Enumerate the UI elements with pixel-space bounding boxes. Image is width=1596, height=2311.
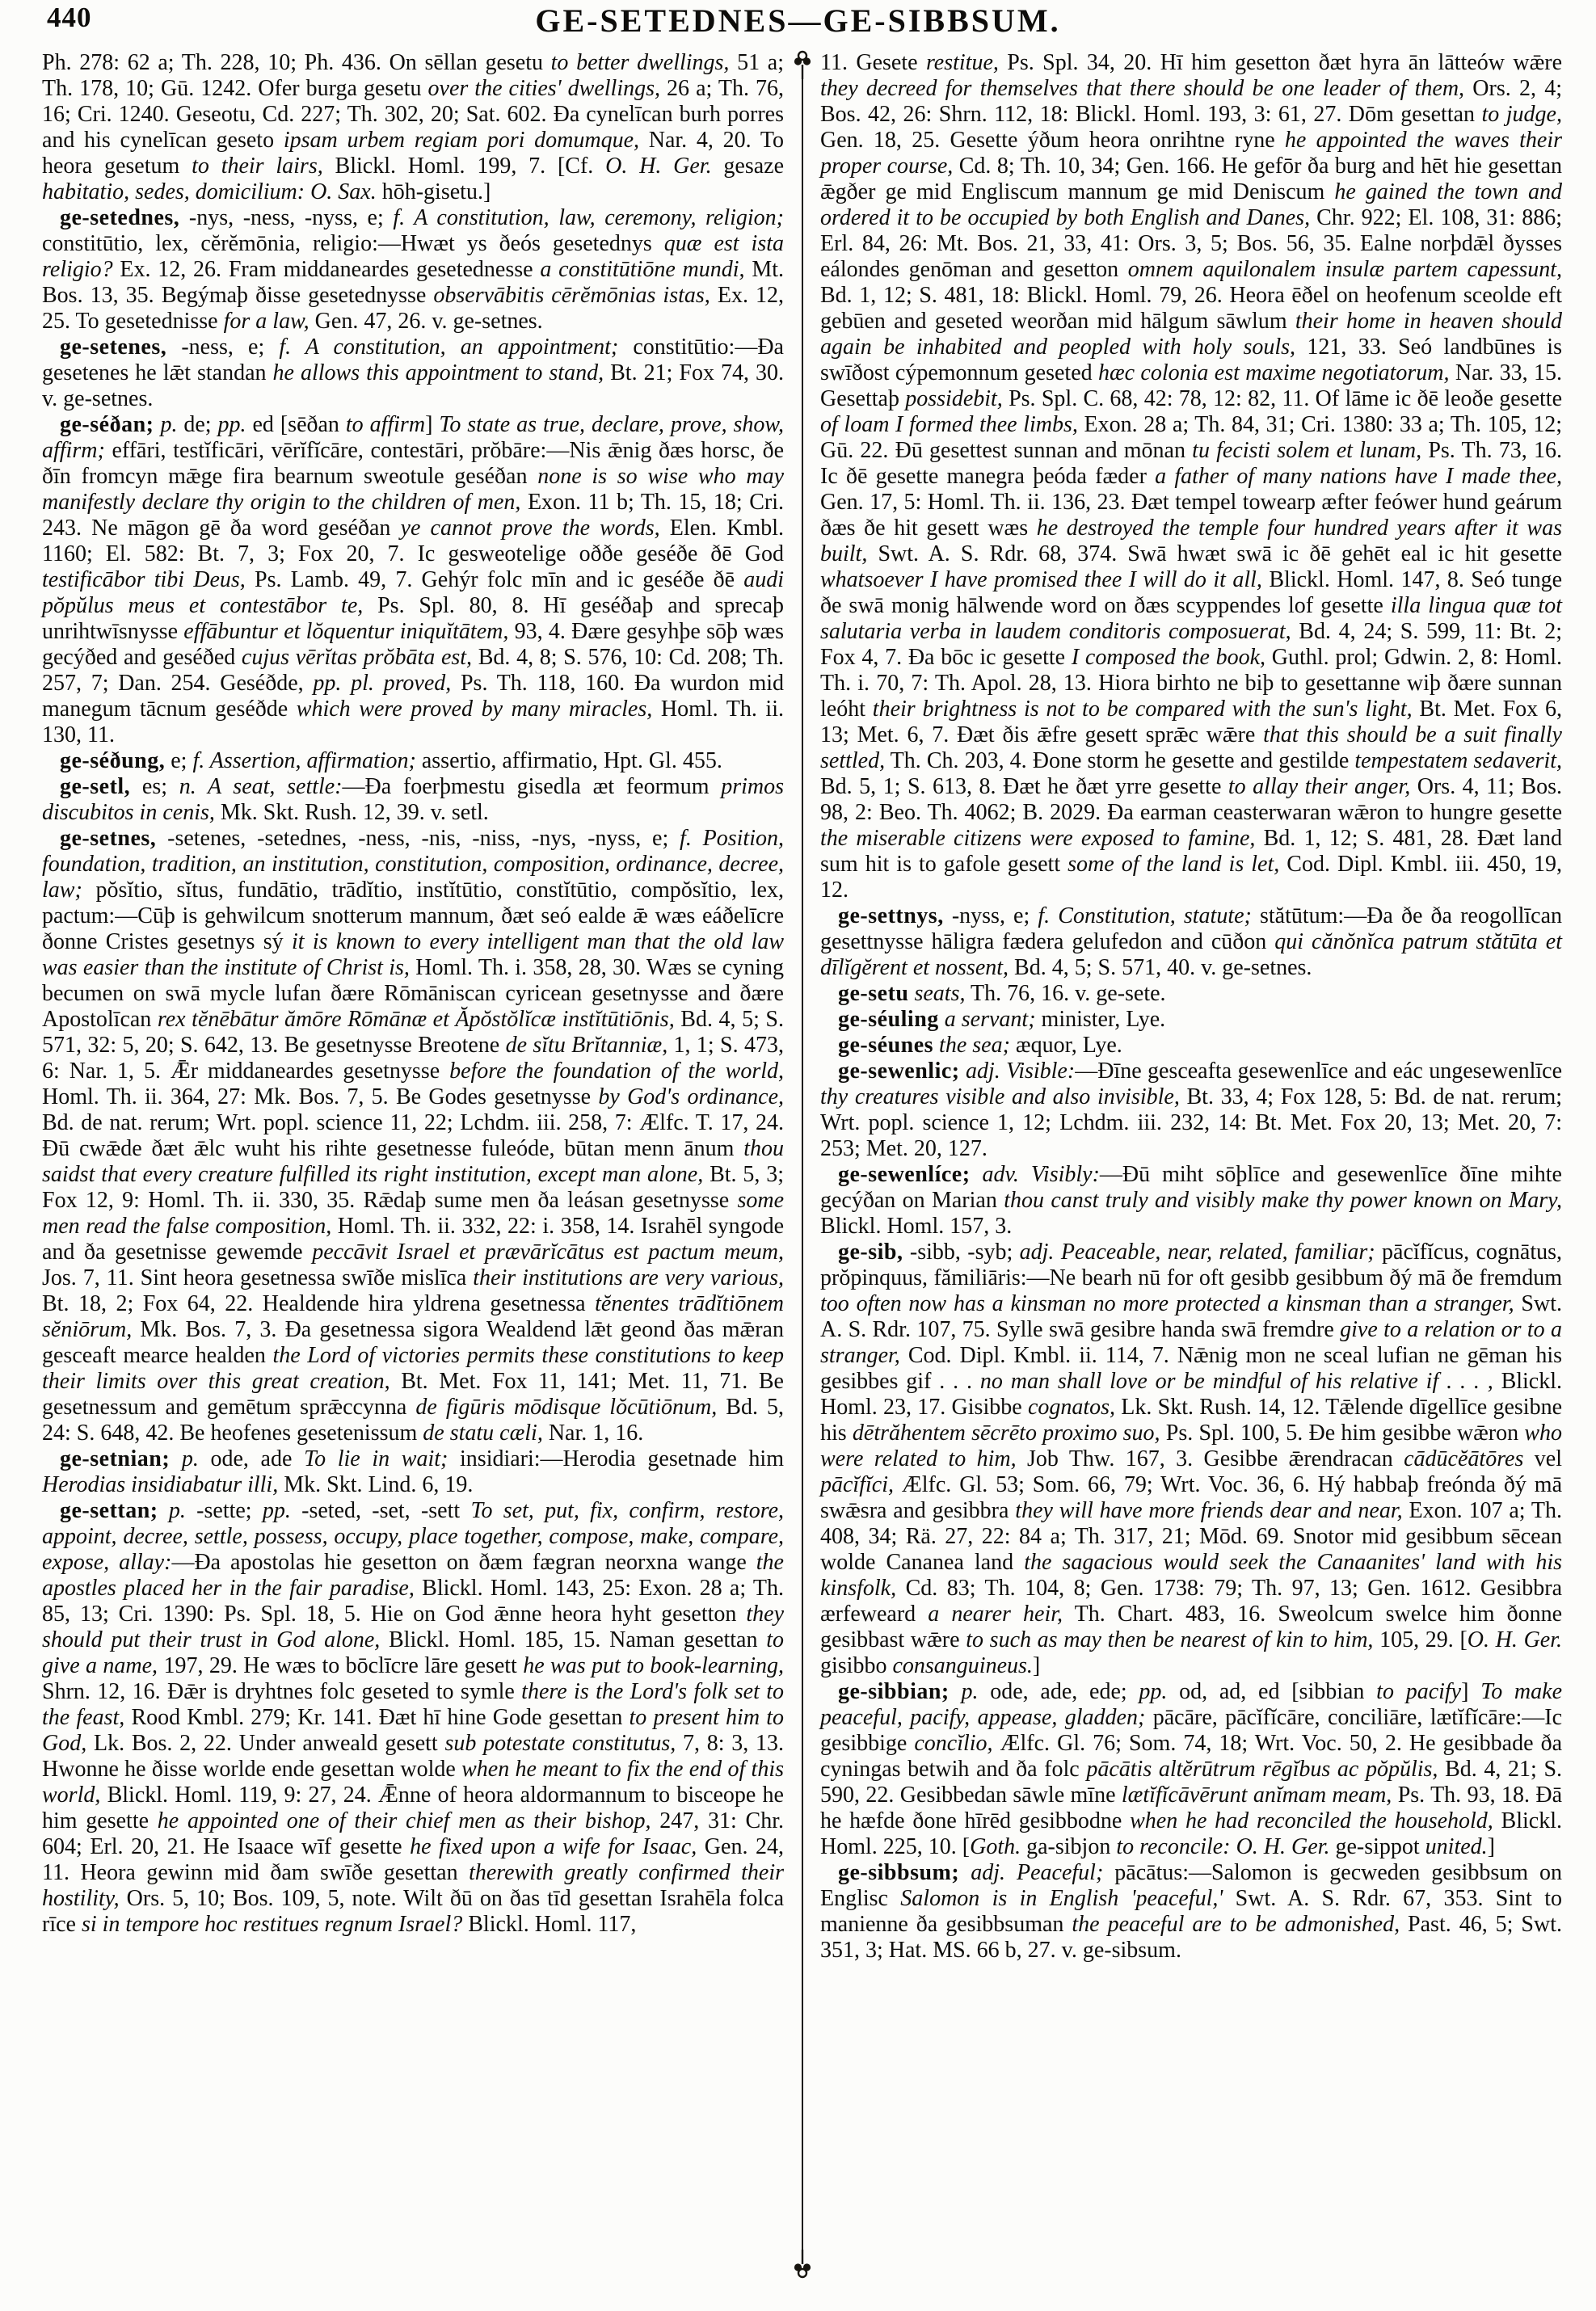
entry-text: adv. Visibly:—Ðū miht sōþlīce and gesewenlīce ðīne mihte gecýðan on Marian thou canst truly and visibly make thy power known on Mary, Blickl. Homl. 157, 3. <box>820 1162 1562 1239</box>
dictionary-entry <box>820 1679 1562 1860</box>
dictionary-entry <box>42 748 784 774</box>
dictionary-entry <box>42 1446 784 1498</box>
dictionary-entry <box>820 1240 1562 1679</box>
entry-text: e; f. Assertion, affirmation; assertio, affirmatio, Hpt. Gl. 455. <box>165 748 722 773</box>
dictionary-entry <box>820 1033 1562 1059</box>
entry-text: -sibb, -syb; adj. Peaceable, near, related, familiar; pācĭfĭcus, cognātus, prŏpinquus, fămiliāris:—Ne bearh nū for oft gesibb gesibbum ðý mā ðe fremdum too often now has a kinsman no more protected a kinsman than a stranger, Swt. A. S. Rdr. 107, 75. Sylle swā gesibre handa swā fremdre give to a relation or to a stranger, Cod. Dipl. Kmbl. ii. 114, 7. Nǣnig mon ne sceal lufian ne gēman his gesibbes gif . . . no man shall love or be mindful of his relative if . . . , Blickl. Homl. 23, 17. Gisibbe cognatos, Lk. Skt. Rush. 14, 12. Tǣlende dīgellīce gesibne his dētrăhentem sēcrēto proximo suo, Ps. Spl. 100, 5. Ðe him gesibbe wǣron who were related to him, Job Thw. 167, 3. Gesibbe ǣrendracan cādūcĕātōres vel pācĭfĭci, Ælfc. Gl. 53; Som. 66, 79; Wrt. Voc. 36, 6. Hý habbaþ freónda ðý mā swǣsra and gesibbra they will have more friends dear and near, Exon. 107 a; Th. 408, 34; Rä. 27, 22: 84 a; Th. 317, 21; Mōd. 69. Snotor mid gesibbum sēcean wolde Cananea land the sagacious would seek the Canaanites' land with his kinsfolk, Cd. 83; Th. 104, 8; Gen. 1738: 79; Th. 97, 13; Gen. 1612. Gesibbra ærfeweard a nearer heir, Th. Chart. 483, 16. Sweolcum swelce him ðonne gesibbast wǣre to such as may then be nearest of kin to him, 105, 29. [O. H. Ger. gisibbo consanguineus.] <box>820 1240 1563 1678</box>
entry-headword: ge-séuling <box>838 1007 939 1032</box>
entry-text: -ness, e; f. A constitution, an appointment; constitūtio:—Ða gesetenes he lǣt standan he allows this appointment to stand, Bt. 21; Fox 74, 30. v. ge-setnes. <box>42 335 784 411</box>
dictionary-entry <box>42 774 784 826</box>
dictionary-entry <box>820 1860 1562 1964</box>
entry-headword: ge-sib, <box>838 1240 903 1265</box>
dictionary-entry <box>42 1498 784 1938</box>
dictionary-entry <box>820 1059 1562 1162</box>
entry-headword: ge-setnes, <box>60 826 157 851</box>
page-header <box>0 0 1596 47</box>
trefoil-ornament-bottom-icon <box>792 2250 813 2279</box>
entry-text: seats, Th. 76, 16. v. ge-sete. <box>914 981 1166 1006</box>
dictionary-entry <box>42 205 784 335</box>
entry-headword: ge-setednes, <box>60 205 180 230</box>
entry-headword: ge-setnian; <box>60 1446 171 1471</box>
entry-headword: ge-sibbian; <box>838 1679 950 1704</box>
dictionary-entry <box>42 335 784 412</box>
right-column <box>820 50 1562 2279</box>
entry-headword: ge-setu <box>838 981 909 1006</box>
trefoil-ornament-top-icon <box>792 50 813 79</box>
entry-continuation <box>820 50 1562 903</box>
entry-text: the sea; æquor, Lye. <box>939 1033 1122 1058</box>
dictionary-entry <box>820 903 1562 981</box>
entry-text: 11. Gesete restitue, Ps. Spl. 34, 20. Hī him gesetton ðæt hyra ān lātteów wǣre they decreed for themselves that there should be one leader of them, Ors. 2, 4; Bos. 42, 26: Shrn. 112, 18: Blickl. Homl. 193, 3: 61, 27. Dōm gesettan to judge, Gen. 18, 25. Gesette ýðum heora onrihtne ryne he appointed the waves their proper course, Cd. 8; Th. 10, 34; Gen. 166. He gefōr ða burg and hēt hie gesettan ǣgðer ge mid Engliscum mannum ge mid Deniscum he gained the town and ordered it to be occupied by both English and Danes, Chr. 922; El. 108, 31: 886; Erl. 84, 26: Mt. Bos. 21, 33, 41: Ors. 3, 5; Bos. 56, 35. Ealne norþdǣl ðysses eálondes genōman and gesetton omnem aquilonalem insulæ partem capessunt, Bd. 1, 12; S. 481, 18: Blickl. Homl. 79, 26. Heora ēðel on heofenum sceolde eft gebūen and geseted weorðan mid hālgum sāwlum their home in heaven should again be inhabited and peopled with holy souls, 121, 33. Seó landbūnes is swīðost cýpemonnum geseted hæc colonia est maxime negotiatorum, Nar. 33, 15. Gesettaþ possidebit, Ps. Spl. C. 68, 42: 78, 12: 82, 11. Of lāme ic ðē leoðe gesette of loam I formed thee limbs, Exon. 28 a; Th. 84, 31; Cri. 1380: 33 a; Th. 105, 12; Gū. 22. Ðū gesettest sunnan and mōnan tu fecisti solem et lunam, Ps. Th. 73, 16. Ic ðē gesette manegra þeóda fæder a father of many nations have I made thee, Gen. 17, 5: Homl. Th. ii. 136, 23. Ðæt tempel towearp æfter feówer hund geárum ðæs ðe hit gesett wæs he destroyed the temple four hundred years after it was built, Swt. A. S. Rdr. 68, 374. Swā hwæt swā ic ðē gehēt eal ic hit gesette whatsoever I have promised thee I will do it all, Blickl. Homl. 147, 8. Seó tunge ðe swā monig hālwende word on ðæs scyppendes lof gesette illa lingua quæ tot salutaria verba in laudem conditoris composuerat, Bd. 4, 24; S. 599, 11: Bt. 2; Fox 4, 7. Ða bōc ic gesette I composed the book, Guthl. prol; Gdwin. 2, 8: Homl. Th. i. 70, 7: Th. Apol. 28, 13. Hiora birhto ne biþ to gesettanne wiþ ðære sunnan leóht their brightness is not to be compared with the sun's light, Bt. Met. Fox 6, 13; Met. 6, 7. Ðæt ðis ǣfre gesett sprǣc wǣre that this should be a suit finally settled, Th. Ch. 203, 4. Ðone storm he gesette and gestilde tempestatem sedaverit, Bd. 5, 1; S. 613, 8. Ðæt he ðæt yrre gesette to allay their anger, Ors. 4, 11; Bos. 98, 2: Beo. Th. 4062; B. 2029. Ða earman ceasterwaran wǣron to hungre gesette the miserable citizens were exposed to famine, Bd. 1, 12; S. 481, 28. Ðæt land sum hit is to gafole gesett some of the land is let, Cod. Dipl. Kmbl. iii. 450, 19, 12. <box>820 50 1563 903</box>
entry-text: -nyss, e; f. Constitution, statute; stătūtum:—Ða ðe ða reogollīcan gesettnysse hāligra fædera gelufedon and cūðon qui cănŏnĭca patrum stătūta et dīlĭgĕrent et nossent, Bd. 4, 5; S. 571, 40. v. ge-setnes. <box>820 903 1563 980</box>
page-number: 440 <box>47 2 92 33</box>
divider-rule <box>802 79 803 2250</box>
entry-headword: ge-setenes, <box>60 335 167 360</box>
entry-text: p. de; pp. ed [sēðan to affirm] To state as true, declare, prove, show, affirm; effāri, testĭficāri, vērĭfĭcāre, contestāri, prŏbāre:—Nis ǣnig ðæs horsc, ðe ðīn fromcyn mǣge fira bearnum sweotule geséðan none is so wise who may manifestly declare thy origin to the children of men, Exon. 11 b; Th. 15, 18; Cri. 243. Ne māgon gē ða word geséðan ye cannot prove the words, Elen. Kmbl. 1160; El. 582: Bt. 7, 3; Fox 20, 7. Ic gesweotelige oððe geséðe ðē God testificābor tibi Deus, Ps. Lamb. 49, 7. Gehýr folc mīn and ic geséðe ðē audi pŏpŭlus meus et contestābor te, Ps. Spl. 80, 8. Hī geséðaþ and sprecaþ unrihtwīsnysse effābuntur et lŏquentur iniquĭtātem, 93, 4. Ðære gesyhþe sōþ wæs gecýðed and geséðed cujus vērĭtas prŏbāta est, Bd. 4, 8; S. 576, 10: Cd. 208; Th. 257, 7; Dan. 254. Geséðde, pp. pl. proved, Ps. Th. 118, 160. Ða wurdon mid manegum tācnum geséðde which were proved by many miracles, Homl. Th. ii. 130, 11. <box>42 412 785 747</box>
entry-text: p. ode, ade, ede; pp. od, ad, ed [sibbian to pacify] To make peaceful, pacify, appease, gladden; pācāre, pācĭfĭcāre, conciliāre, lætĭfĭcāre:—Ic gesibbige concĭlio, Ælfc. Gl. 76; Som. 74, 18; Wrt. Voc. 50, 2. He gesibbade ða cyningas betwih and ða folc pācātis altĕrūtrum rēgĭbus ac pŏpŭlis, Bd. 4, 21; S. 590, 22. Gesibbedan sāwle mīne lætĭfĭcāvērunt anĭmam meam, Ps. Th. 93, 18. Ðā he hæfde ðone hīrēd gesibbodne when he had reconciled the household, Blickl. Homl. 225, 10. [Goth. ga-sibjon to reconcile: O. H. Ger. ge-sippot united.] <box>820 1679 1563 1859</box>
entry-text: -nys, -ness, -nyss, e; f. A constitution, law, ceremony, religion; constitūtio, lex, cĕrĕmōnia, religio:—Hwæt ys ðeós gesetednys quæ est ista religio? Ex. 12, 26. Fram middaneardes gesetednesse a constitūtiōne mundi, Mt. Bos. 13, 35. Begýmaþ ðisse gesetednysse observābitis cērĕmōnias istas, Ex. 12, 25. To gesetednisse for a law, Gen. 47, 26. v. ge-setnes. <box>42 205 785 334</box>
page-title: GE-SETEDNES—GE-SIBBSUM. <box>535 2 1061 39</box>
dictionary-entry <box>820 1162 1562 1240</box>
entry-text: -setenes, -setednes, -ness, -nis, -niss, -nys, -nyss, e; f. Position, foundation, tradition, an institution, constitution, composition, ordinance, decree, law; pŏsĭtio, sĭtus, fundātio, trādĭtio, instĭtūtio, constĭtūtio, compŏsĭtio, lex, pactum:—Cūþ is gehwilcum snotterum mannum, ðæt seó ealde ǣ wæs eáðelīcre ðonne Cristes gesetnys sý it is known to every intelligent man that the old law was easier than the institute of Christ is, Homl. Th. i. 358, 28, 30. Wæs se cyning becumen on swā mycle lufan ðære Rōmāniscan cyricean gesetnysse and ðære Apostolīcan rex tĕnēbātur ămōre Rōmānæ et Ăpŏstŏlĭcæ instĭtūtiōnis, Bd. 4, 5; S. 571, 32: 5, 20; S. 642, 13. Be gesetnysse Breotene de sĭtu Brĭtanniæ, 1, 1; S. 473, 6: Nar. 1, 5. Ǣr middaneardes gesetnysse before the foundation of the world, Homl. Th. ii. 364, 27: Mk. Bos. 7, 5. Be Godes gesetnysse by God's ordinance, Bd. de nat. rerum; Wrt. popl. science 11, 22; Lchdm. iii. 258, 7: Ælfc. T. 17, 24. Ðū cwǣde ðæt ǣlc wuht his rihte gesetnesse fuleóde, būtan menn ānum thou saidst that every creature fulfilled its right institution, except man alone, Bt. 5, 3; Fox 12, 9: Homl. Th. ii. 330, 35. Rǣdaþ sume men ða leásan gesetnysse some men read the false composition, Homl. Th. ii. 332, 22: i. 358, 14. Israhēl syngode and ða gesetnisse gewemde peccāvit Israel et prævārĭcātus est pactum meum, Jos. 7, 11. Sint heora gesetnessa swīðe mislīca their institutions are very various, Bt. 18, 2; Fox 64, 22. Healdende hira yldrena gesetnessa tĕnentes trādĭtiōnem sĕniōrum, Mk. Bos. 7, 3. Ða gesetnessa sigora Wealdend lǣt geond ðas mǣran gesceaft mearce healden the Lord of victories permits these constitutions to keep their limits over this great creation, Bt. Met. Fox 11, 141; Met. 11, 71. Be gesetnessum and gemētum sprǣccynna de figūris mōdisque lŏcūtiōnum, Bd. 5, 24: S. 648, 42. Be heofenes gesetenissum de statu cæli, Nar. 1, 16. <box>42 826 785 1446</box>
entry-text: a servant; minister, Lye. <box>944 1007 1166 1032</box>
two-column-text <box>42 50 1562 2279</box>
dictionary-entry <box>42 412 784 748</box>
entry-headword: ge-settnys, <box>838 903 944 928</box>
dictionary-entry <box>820 981 1562 1007</box>
entry-headword: ge-séunes <box>838 1033 934 1058</box>
entry-text: adj. Peaceful; pācātus:—Salomon is gecweden gesibbsum on Englisc Salomon is in English 'peaceful,' Swt. A. S. Rdr. 67, 353. Sint to manienne ða gesibbsuman the peaceful are to be admonished, Past. 46, 5; Swt. 351, 3; Hat. MS. 66 b, 27. v. ge-sibsum. <box>820 1860 1562 1963</box>
entry-continuation <box>42 50 784 205</box>
entry-headword: ge-setl, <box>60 774 131 799</box>
entry-headword: ge-sewenlíce; <box>838 1162 971 1187</box>
entry-text: adj. Visible:—Ðīne gesceafta gesewenlīce and eác ungesewenlīce thy creatures visible and also invisible, Bt. 33, 4; Fox 128, 5: Bd. de nat. rerum; Wrt. popl. science 1, 12; Lchdm. iii. 232, 14: Bt. Met. Fox 20, 13; Met. 20, 7: 253; Met. 20, 127. <box>820 1059 1563 1161</box>
entry-text: Ph. 278: 62 a; Th. 228, 10; Ph. 436. On sēllan gesetu to better dwellings, 51 a; Th. 178, 10; Gū. 1242. Ofer burga gesetu over the cities' dwellings, 26 a; Th. 76, 16; Cri. 1240. Geseotu, Cd. 227; Th. 302, 20; Sat. 602. Ða cynelīcan burh porres and his cynelīcan geseto ipsam urbem regiam pori domumque, Nar. 4, 20. To heora gesetum to their lairs, Blickl. Homl. 199, 7. [Cf. O. H. Ger. gesaze habitatio, sedes, domicilium: O. Sax. hōh-gisetu.] <box>42 50 785 204</box>
entry-headword: ge-sibbsum; <box>838 1860 960 1885</box>
left-column <box>42 50 784 2279</box>
dictionary-entry <box>42 826 784 1446</box>
dictionary-entry <box>820 1007 1562 1033</box>
entry-text: p. -sette; pp. -seted, -set, -sett To set, put, fix, confirm, restore, appoint, decree, settle, possess, occupy, place together, compose, make, compare, expose, allay:—Ða apostolas hie gesetton on ðæm fægran neorxna wange the apostles placed her in the fair paradise, Blickl. Homl. 143, 25: Exon. 28 a; Th. 85, 13; Cri. 1390: Ps. Spl. 18, 5. Hie on God ǣnne heora hyht gesetton they should put their trust in God alone, Blickl. Homl. 185, 15. Naman gesettan to give a name, 197, 29. He wæs to bōclīcre lāre gesett he was put to book-learning, Shrn. 12, 16. Ðǣr is dryhtnes folc geseted to symle there is the Lord's folk set to the feast, Rood Kmbl. 279; Kr. 141. Ðæt hī hine Gode gesettan to present him to God, Lk. Bos. 2, 22. Under anweald gesett sub potestate constitutus, 7, 8: 3, 13. Hwonne he ðisse worlde ende gesettan wolde when he meant to fix the end of this world, Blickl. Homl. 119, 9: 27, 24. Ǣnne of heora aldormannum to bisceope he him gesette he appointed one of their chief men as their bishop, 247, 31: Chr. 604; Erl. 20, 21. He Isaace wīf gesette he fixed upon a wife for Isaac, Gen. 24, 11. Heora gewinn mid ðam swīðe gesettan therewith greatly confirmed their hostility, Ors. 5, 10; Bos. 109, 5, note. Wilt ðū on ðas tīd gesettan Israhēla folca rīce si in tempore hoc restitues regnum Israel? Blickl. Homl. 117, <box>42 1498 785 1937</box>
entry-text: p. ode, ade To lie in wait; insidiari:—Herodia gesetnade him Herodias insidiabatur illi, Mk. Skt. Lind. 6, 19. <box>42 1446 784 1497</box>
column-divider <box>784 50 820 2279</box>
entry-headword: ge-séðung, <box>60 748 166 773</box>
entry-headword: ge-séðan; <box>60 412 154 437</box>
entry-headword: ge-sewenlic; <box>838 1059 960 1084</box>
entry-headword: ge-settan; <box>60 1498 158 1523</box>
entry-text: es; n. A seat, settle:—Ða foerþmestu gisedla æt feormum primos discubitos in cenis, Mk. Skt. Rush. 12, 39. v. setl. <box>42 774 784 825</box>
